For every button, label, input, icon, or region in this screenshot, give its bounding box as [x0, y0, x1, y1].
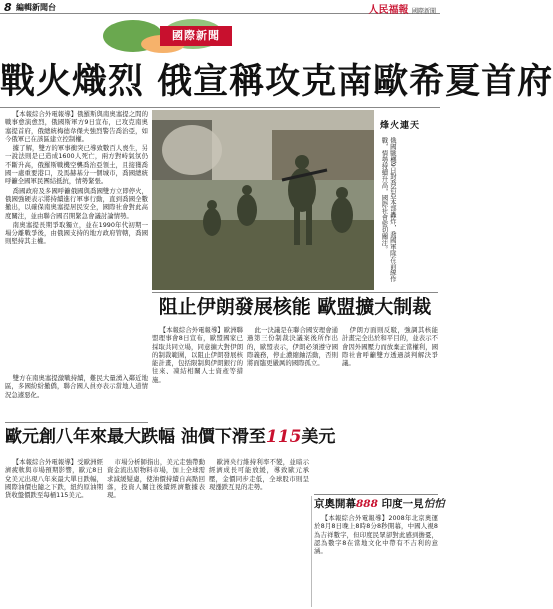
- paragraph: 歐洲央行維持利率不變，並暗示經濟成長可能放緩，導致歐元承壓，金價同步走低，全球股市則呈現漲跌互見的走勢。: [209, 458, 309, 491]
- caption-title: 烽火連天: [380, 121, 421, 131]
- beijing-story-body: [314, 514, 438, 607]
- soldiers-photo-icon: [152, 110, 374, 290]
- masthead: 人民福報 國際新聞: [368, 5, 436, 16]
- divider: [0, 107, 440, 108]
- photo-caption: [378, 110, 438, 290]
- paragraph: 【本報綜合外電報導】受歐洲經濟疲軟與市場預期影響，歐元8日兌美元出現八年來最大單日跌幅，國際油價也隨之下跌，紐約原油期貨收盤價跌至每桶115美元。: [5, 458, 103, 500]
- divider: [5, 422, 148, 423]
- news-photo: [152, 110, 374, 290]
- paragraph: 【本報綜合外電報導】俄羅斯與南奧塞提之間的戰事愈演愈烈，俄國斯軍方9日宣布，已攻克南奧塞提首府，俄總統梅德韋傑夫強烈警告喬治亞，如今俄軍已在該區建立控制權。: [5, 110, 148, 143]
- paragraph: 此一決議是在聯合國安理會通過第三份制裁決議案後所作出的，歐盟表示，伊朗必須遵守國際義務，停止濃縮鈾活動，否則將面臨更嚴厲的國際孤立。: [247, 326, 338, 368]
- divider: [152, 292, 438, 293]
- main-story-body: [5, 110, 148, 372]
- iran-headline: 阻止伊朗發展核能 歐盟擴大制裁: [158, 296, 432, 318]
- iran-story-col: [342, 326, 438, 494]
- paragraph: 雙方在南奧塞提激戰持續，難民大量湧入鄰近地區，多國紛紛撤僑，聯合國人員亦表示當地人道情況急遽惡化。: [5, 374, 148, 399]
- headline-text: 印度一見: [377, 498, 424, 510]
- main-headline: 戰火熾烈 俄宣稱攻克南歐希夏首府: [0, 61, 553, 102]
- page-number: 8: [4, 1, 12, 14]
- divider: [314, 494, 438, 495]
- section-banner: [98, 14, 298, 56]
- caption-body: 俄國戰機9日對喬治亞本部轟炸，喬國軍隊在前線作戰，情勢持續升高，國際社會密切關注。: [380, 137, 397, 282]
- headline-text: 美元: [301, 427, 336, 447]
- page-header: [0, 0, 440, 14]
- headline-text: 歐元創八年來最大跌幅 油價下滑至: [5, 427, 266, 447]
- paragraph: 【本報綜合外電報導】2008年北京奧運於8月8日晚上8時8分8秒開幕，中國人視8為吉祥數字，但印度民眾卻對此感到擔憂，認為數字8在當地文化中帶有不吉利的意涵。: [314, 514, 438, 556]
- paragraph: 據了解，雙方的軍事衝突已導致數百人喪生，另一說法則是已造成1600人死亡，兩方對峙氣氛仍不斷升高，俄羅斯戰機空襲喬治亞領土，且接獲喬國一處重要港口，及馬赫基分一個城市，喬國總統呼籲全國軍民團結抵抗，情勢緊張。: [5, 144, 148, 186]
- beijing-headline: [314, 496, 445, 512]
- section-label: 編輯新聞台: [16, 3, 56, 12]
- paragraph: 喬國政府及多國呼籲俄國與喬國雙方立即停火，俄國強硬表示將持續進行軍事行動，直到喬國全數撤出，以確保南奧塞提居民安全，國際社會對此高度關注，並由聯合國召開緊急會議討論情勢。: [5, 186, 148, 220]
- paragraph: 伊朗方面則反駁，強調其核能計畫完全出於和平目的，並表示不會因外國壓力而放棄正當權利，國際社會呼籲雙方透過談判解決爭議。: [342, 326, 438, 368]
- oil-story-col: [209, 458, 309, 606]
- oil-headline: [5, 424, 336, 450]
- oil-story-col: [5, 458, 103, 606]
- paragraph: 市場分析師指出，美元走強帶動資金流出原物料市場，加上全球需求減緩疑慮，使油價持續自高點回落，投資人關注後續經濟數據表現。: [107, 458, 205, 500]
- main-story-body-cont: [5, 374, 148, 420]
- headline-text: 京奧開幕: [314, 498, 356, 510]
- oil-story-col: [107, 458, 205, 606]
- divider: [311, 496, 312, 607]
- banner-title: 國際新聞: [160, 26, 232, 46]
- headline-fancy: 怕怕: [423, 498, 445, 510]
- paragraph: 南奧塞提長期爭取獨立，並在1990年代初期一場分離戰爭後，由俄國支持的地方政府管轄，喬國則堅持其主權。: [5, 220, 148, 246]
- paragraph: 【本報綜合外電報導】歐洲聯盟理事會8日宣布，歐盟國家已採取共同立場，同意擴大對伊朗的制裁範圍，以阻止伊朗發展核能計畫，包括限制與伊朗銀行的往來、凍結相關人士資產等措施。: [152, 326, 243, 384]
- headline-number: 888: [356, 498, 378, 510]
- headline-number: 115: [265, 427, 302, 447]
